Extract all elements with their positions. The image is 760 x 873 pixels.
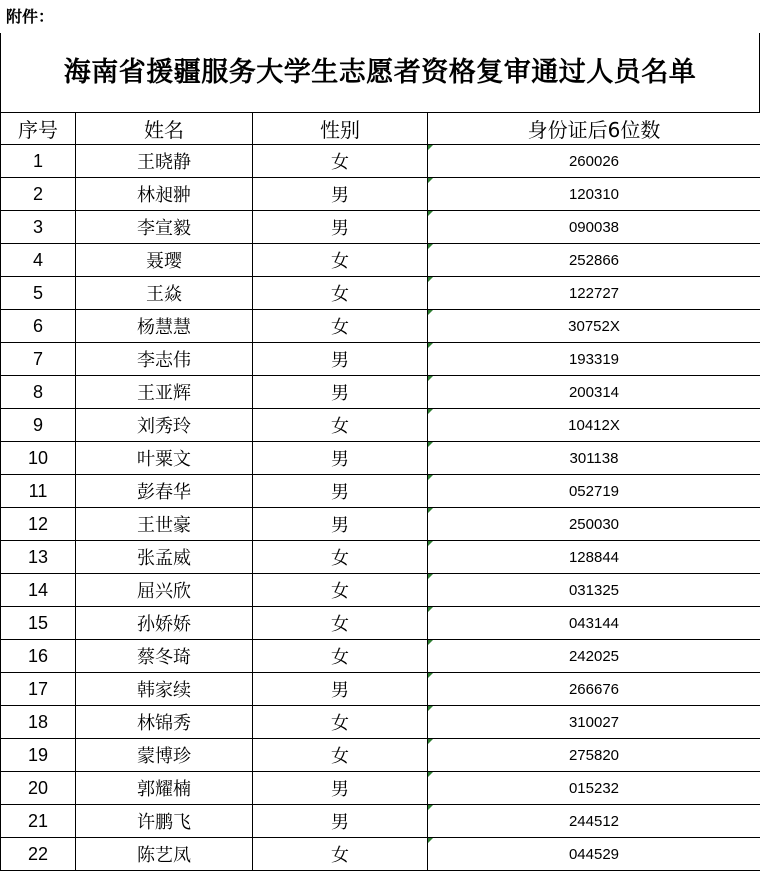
cell-name: 林锦秀 (76, 706, 253, 739)
roster-table (0, 112, 760, 871)
cell-name: 李宣毅 (76, 211, 253, 244)
cell-gender: 女 (253, 739, 428, 772)
cell-id-last6: 275820 (428, 739, 760, 772)
cell-no: 12 (1, 508, 76, 541)
cell-name: 王亚辉 (76, 376, 253, 409)
cell-id-last6: 242025 (428, 640, 760, 673)
table-row (1, 409, 760, 442)
cell-id-last6: 044529 (428, 838, 760, 871)
cell-gender: 男 (253, 376, 428, 409)
cell-no: 3 (1, 211, 76, 244)
table-row (1, 343, 760, 376)
cell-no: 1 (1, 145, 76, 178)
cell-name: 彭春华 (76, 475, 253, 508)
cell-id-last6: 031325 (428, 574, 760, 607)
cell-gender: 男 (253, 673, 428, 706)
cell-no: 11 (1, 475, 76, 508)
cell-gender: 女 (253, 277, 428, 310)
cell-no: 21 (1, 805, 76, 838)
cell-id-last6: 052719 (428, 475, 760, 508)
cell-gender: 男 (253, 508, 428, 541)
cell-no: 15 (1, 607, 76, 640)
cell-no: 14 (1, 574, 76, 607)
table-row (1, 772, 760, 805)
table-row (1, 805, 760, 838)
cell-gender: 女 (253, 310, 428, 343)
cell-no: 17 (1, 673, 76, 706)
cell-id-last6: 10412X (428, 409, 760, 442)
cell-gender: 男 (253, 805, 428, 838)
cell-no: 2 (1, 178, 76, 211)
header-gender: 性别 (253, 113, 428, 145)
cell-name: 孙娇娇 (76, 607, 253, 640)
cell-gender: 女 (253, 541, 428, 574)
cell-gender: 女 (253, 244, 428, 277)
table-row (1, 178, 760, 211)
cell-id-last6: 252866 (428, 244, 760, 277)
cell-gender: 男 (253, 343, 428, 376)
cell-id-last6: 244512 (428, 805, 760, 838)
table-row (1, 508, 760, 541)
table-row (1, 574, 760, 607)
table-row (1, 211, 760, 244)
cell-id-last6: 128844 (428, 541, 760, 574)
cell-name: 王晓静 (76, 145, 253, 178)
table-row (1, 640, 760, 673)
roster-body (1, 145, 760, 871)
cell-id-last6: 301138 (428, 442, 760, 475)
cell-name: 蒙博珍 (76, 739, 253, 772)
header-row (1, 113, 760, 145)
cell-no: 9 (1, 409, 76, 442)
cell-id-last6: 30752X (428, 310, 760, 343)
cell-name: 屈兴欣 (76, 574, 253, 607)
cell-gender: 女 (253, 145, 428, 178)
cell-no: 20 (1, 772, 76, 805)
cell-gender: 男 (253, 211, 428, 244)
cell-id-last6: 266676 (428, 673, 760, 706)
cell-no: 22 (1, 838, 76, 871)
cell-no: 6 (1, 310, 76, 343)
table-row (1, 145, 760, 178)
cell-gender: 男 (253, 772, 428, 805)
cell-name: 郭耀楠 (76, 772, 253, 805)
cell-name: 叶粟文 (76, 442, 253, 475)
cell-no: 5 (1, 277, 76, 310)
cell-name: 王世豪 (76, 508, 253, 541)
cell-name: 蔡冬琦 (76, 640, 253, 673)
cell-id-last6: 015232 (428, 772, 760, 805)
cell-no: 10 (1, 442, 76, 475)
cell-no: 18 (1, 706, 76, 739)
cell-id-last6: 043144 (428, 607, 760, 640)
attachment-label: 附件： (6, 7, 55, 26)
cell-name: 林昶翀 (76, 178, 253, 211)
table-row (1, 442, 760, 475)
cell-name: 韩家续 (76, 673, 253, 706)
cell-gender: 女 (253, 838, 428, 871)
table-row (1, 541, 760, 574)
cell-name: 李志伟 (76, 343, 253, 376)
cell-name: 王焱 (76, 277, 253, 310)
header-name: 姓名 (76, 113, 253, 145)
cell-id-last6: 120310 (428, 178, 760, 211)
cell-id-last6: 200314 (428, 376, 760, 409)
cell-gender: 女 (253, 706, 428, 739)
cell-gender: 男 (253, 442, 428, 475)
cell-no: 4 (1, 244, 76, 277)
page-title: 海南省援疆服务大学生志愿者资格复审通过人员名单 (0, 33, 760, 112)
table-row (1, 475, 760, 508)
header-id-last6: 身份证后6位数 (428, 113, 760, 145)
table-row (1, 706, 760, 739)
cell-name: 陈艺凤 (76, 838, 253, 871)
cell-name: 杨慧慧 (76, 310, 253, 343)
table-row (1, 277, 760, 310)
cell-name: 聂璎 (76, 244, 253, 277)
table-row (1, 376, 760, 409)
cell-id-last6: 193319 (428, 343, 760, 376)
cell-gender: 女 (253, 574, 428, 607)
cell-gender: 男 (253, 178, 428, 211)
cell-id-last6: 122727 (428, 277, 760, 310)
cell-no: 13 (1, 541, 76, 574)
cell-gender: 女 (253, 607, 428, 640)
table-row (1, 607, 760, 640)
cell-no: 19 (1, 739, 76, 772)
cell-name: 张孟威 (76, 541, 253, 574)
cell-no: 16 (1, 640, 76, 673)
table-row (1, 838, 760, 871)
table-row (1, 244, 760, 277)
table-row (1, 310, 760, 343)
cell-gender: 男 (253, 475, 428, 508)
header-no: 序号 (1, 113, 76, 145)
table-row (1, 739, 760, 772)
cell-gender: 女 (253, 640, 428, 673)
cell-id-last6: 250030 (428, 508, 760, 541)
cell-id-last6: 310027 (428, 706, 760, 739)
cell-no: 7 (1, 343, 76, 376)
cell-no: 8 (1, 376, 76, 409)
table-row (1, 673, 760, 706)
cell-id-last6: 260026 (428, 145, 760, 178)
cell-name: 许鹏飞 (76, 805, 253, 838)
cell-name: 刘秀玲 (76, 409, 253, 442)
cell-gender: 女 (253, 409, 428, 442)
cell-id-last6: 090038 (428, 211, 760, 244)
